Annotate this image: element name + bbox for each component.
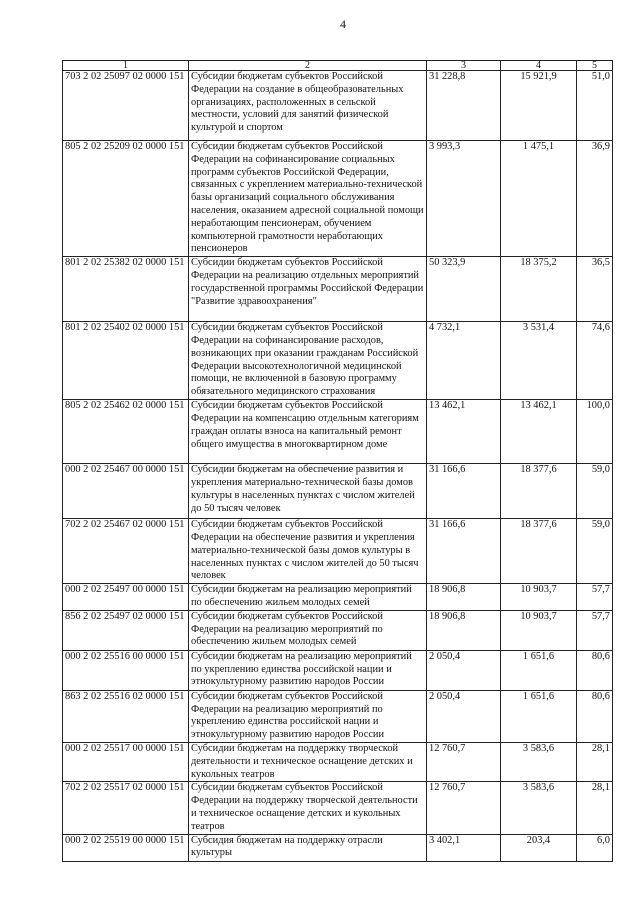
table-row	[63, 610, 613, 650]
cell-budget-code: 801 2 02 25402 02 0000 151	[63, 322, 189, 400]
cell-budget-code: 805 2 02 25462 02 0000 151	[63, 400, 189, 464]
cell-value-col3: 4 732,1	[427, 322, 501, 400]
cell-value-col3: 50 323,9	[427, 257, 501, 322]
cell-value-col3: 31 166,6	[427, 519, 501, 584]
cell-budget-code: 000 2 02 25517 00 0000 151	[63, 742, 189, 781]
cell-value-col3: 3 993,3	[427, 141, 501, 257]
header-col-3: 3	[427, 61, 501, 71]
cell-description: Субсидии бюджетам субъектов Российской Федерации на реализацию мероприятий по укреплению единства российской нации и этнокультурному развитию народов России	[189, 690, 427, 742]
cell-budget-code: 000 2 02 25519 00 0000 151	[63, 834, 189, 861]
cell-value-col3: 31 166,6	[427, 464, 501, 519]
table-row	[63, 141, 613, 257]
cell-description: Субсидии бюджетам субъектов Российской Федерации на софинансирование социальных программ субъектов Российской Федерации, связанных с укреплением материально-технической базы организаций социального обслуживания населения, оказанием адресной социальной помощи неработающим пенсионерам, обучением компьютерной грамотности неработающих пенсионеров	[189, 141, 427, 257]
table-header	[63, 61, 613, 71]
cell-value-col5: 80,6	[577, 650, 613, 690]
cell-value-col4: 18 375,2	[501, 257, 577, 322]
cell-budget-code: 703 2 02 25097 02 0000 151	[63, 71, 189, 141]
cell-description: Субсидии бюджетам субъектов Российской Федерации на обеспечение развития и укрепления материально-технической базы домов культуры в населенных пунктах с числом жителей до 50 тысяч человек	[189, 519, 427, 584]
cell-description: Субсидии бюджетам субъектов Российской Федерации на компенсацию отдельным категориям граждан оплаты взноса на капитальный ремонт общего имущества в многоквартирном доме	[189, 400, 427, 464]
cell-value-col5: 36,9	[577, 141, 613, 257]
cell-value-col4: 1 475,1	[501, 141, 577, 257]
table-row	[63, 519, 613, 584]
cell-budget-code: 702 2 02 25467 02 0000 151	[63, 519, 189, 584]
cell-description: Субсидии бюджетам субъектов Российской Федерации на поддержку творческой деятельности и техническое оснащение детских и кукольных театров	[189, 782, 427, 834]
cell-value-col5: 57,7	[577, 584, 613, 611]
cell-value-col4: 1 651,6	[501, 650, 577, 690]
cell-budget-code: 000 2 02 25516 00 0000 151	[63, 650, 189, 690]
table-row	[63, 464, 613, 519]
cell-value-col3: 12 760,7	[427, 782, 501, 834]
cell-value-col4: 1 651,6	[501, 690, 577, 742]
cell-value-col3: 18 906,8	[427, 610, 501, 650]
cell-budget-code: 000 2 02 25467 00 0000 151	[63, 464, 189, 519]
cell-value-col4: 15 921,9	[501, 71, 577, 141]
cell-value-col3: 31 228,8	[427, 71, 501, 141]
cell-value-col5: 6,0	[577, 834, 613, 861]
header-col-1: 1	[63, 61, 189, 71]
table-row	[63, 400, 613, 464]
cell-value-col5: 80,6	[577, 690, 613, 742]
cell-budget-code: 702 2 02 25517 02 0000 151	[63, 782, 189, 834]
cell-value-col4: 10 903,7	[501, 610, 577, 650]
header-col-2: 2	[189, 61, 427, 71]
cell-value-col5: 51,0	[577, 71, 613, 141]
cell-budget-code: 856 2 02 25497 02 0000 151	[63, 610, 189, 650]
cell-value-col5: 28,1	[577, 782, 613, 834]
cell-value-col3: 13 462,1	[427, 400, 501, 464]
cell-value-col5: 59,0	[577, 519, 613, 584]
cell-description: Субсидии бюджетам субъектов Российской Федерации на реализацию мероприятий по обеспечению жильем молодых семей	[189, 610, 427, 650]
table-row	[63, 322, 613, 400]
header-col-4: 4	[501, 61, 577, 71]
cell-value-col3: 3 402,1	[427, 834, 501, 861]
table-row	[63, 650, 613, 690]
cell-value-col5: 28,1	[577, 742, 613, 781]
cell-value-col5: 59,0	[577, 464, 613, 519]
table-row	[63, 690, 613, 742]
cell-description: Субсидии бюджетам на реализацию мероприятий по укреплению единства российской нации и этнокультурному развитию народов России	[189, 650, 427, 690]
cell-description: Субсидии бюджетам на реализацию мероприятий по обеспечению жильем молодых семей	[189, 584, 427, 611]
cell-value-col4: 3 583,6	[501, 782, 577, 834]
subsidies-table	[62, 60, 613, 862]
cell-value-col4: 203,4	[501, 834, 577, 861]
page-number: 4	[340, 17, 346, 31]
cell-value-col4: 18 377,6	[501, 519, 577, 584]
cell-budget-code: 801 2 02 25382 02 0000 151	[63, 257, 189, 322]
cell-description: Субсидии бюджетам субъектов Российской Федерации на создание в общеобразовательных организациях, расположенных в сельской местности, условий для занятий физической культурой и спортом	[189, 71, 427, 141]
cell-description: Субсидия бюджетам на поддержку отрасли культуры	[189, 834, 427, 861]
cell-value-col3: 2 050,4	[427, 690, 501, 742]
cell-budget-code: 000 2 02 25497 00 0000 151	[63, 584, 189, 611]
cell-description: Субсидии бюджетам на поддержку творческой деятельности и техническое оснащение детских и кукольных театров	[189, 742, 427, 781]
cell-value-col3: 2 050,4	[427, 650, 501, 690]
cell-value-col4: 10 903,7	[501, 584, 577, 611]
cell-value-col4: 3 583,6	[501, 742, 577, 781]
cell-value-col4: 13 462,1	[501, 400, 577, 464]
header-col-5: 5	[577, 61, 613, 71]
cell-value-col5: 100,0	[577, 400, 613, 464]
cell-description: Субсидии бюджетам на обеспечение развития и укрепления материально-технической базы домов культуры в населенных пунктах с числом жителей до 50 тысяч человек	[189, 464, 427, 519]
cell-description: Субсидии бюджетам субъектов Российской Федерации на реализацию отдельных мероприятий государственной программы Российской Федерации "Развитие здравоохранения"	[189, 257, 427, 322]
cell-value-col3: 12 760,7	[427, 742, 501, 781]
cell-value-col4: 3 531,4	[501, 322, 577, 400]
table-row	[63, 71, 613, 141]
table-row	[63, 834, 613, 861]
table-body	[63, 71, 613, 862]
cell-value-col4: 18 377,6	[501, 464, 577, 519]
cell-value-col5: 36,5	[577, 257, 613, 322]
table-row	[63, 584, 613, 611]
cell-budget-code: 805 2 02 25209 02 0000 151	[63, 141, 189, 257]
header-row	[63, 61, 613, 71]
cell-value-col3: 18 906,8	[427, 584, 501, 611]
table-row	[63, 742, 613, 781]
table-row	[63, 782, 613, 834]
cell-value-col5: 57,7	[577, 610, 613, 650]
table-row	[63, 257, 613, 322]
cell-value-col5: 74,6	[577, 322, 613, 400]
cell-description: Субсидии бюджетам субъектов Российской Федерации на софинансирование расходов, возникающих при оказании гражданам Российской Федерации высокотехнологичной медицинской помощи, не включенной в базовую программу обязательного медицинского страхования	[189, 322, 427, 400]
cell-budget-code: 863 2 02 25516 02 0000 151	[63, 690, 189, 742]
